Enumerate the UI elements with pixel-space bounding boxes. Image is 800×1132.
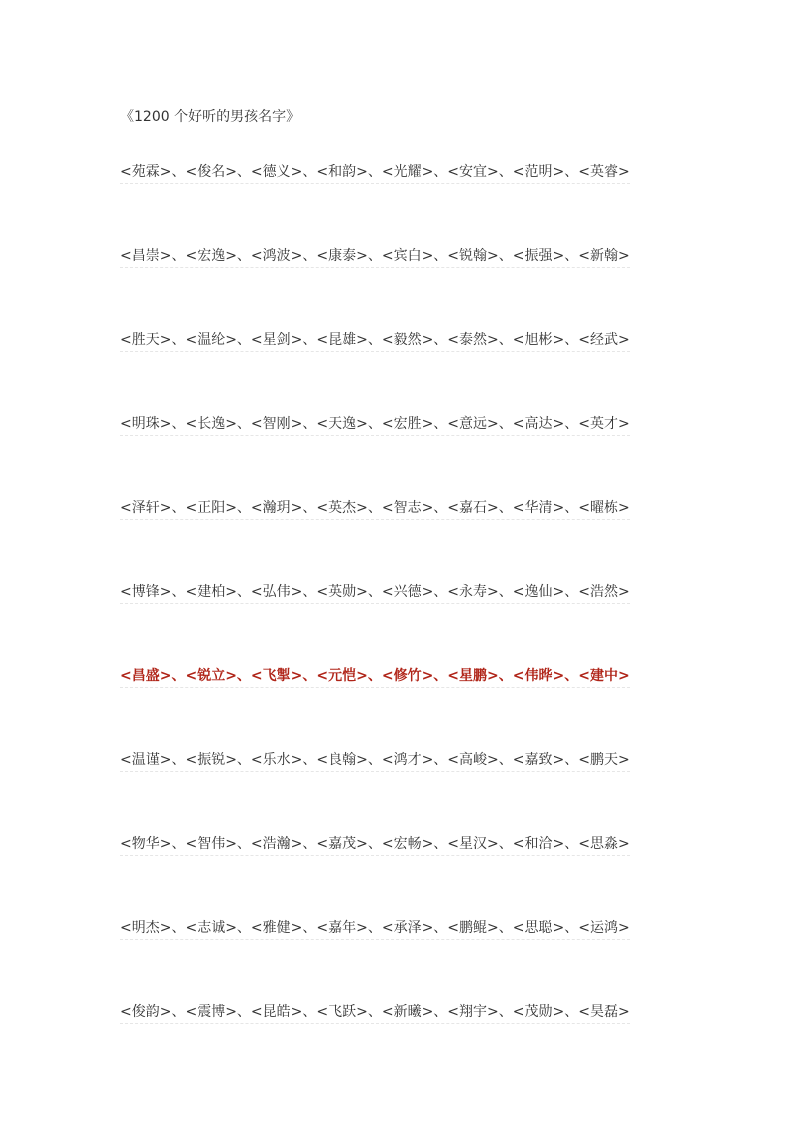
name-line-2: <昌崇>、<宏逸>、<鸿波>、<康泰>、<宾白>、<锐翰>、<振强>、<新翰> [120,246,630,268]
name-line-9: <物华>、<智伟>、<浩瀚>、<嘉茂>、<宏畅>、<星汉>、<和洽>、<思淼> [120,834,630,856]
name-line-6: <博锋>、<建柏>、<弘伟>、<英勋>、<兴德>、<永寿>、<逸仙>、<浩然> [120,582,630,604]
document-title: 《1200 个好听的男孩名字》 [120,109,301,125]
name-line-8: <温谨>、<振锐>、<乐水>、<良翰>、<鸿才>、<高峻>、<嘉致>、<鹏天> [120,750,630,772]
name-line-5: <泽轩>、<正阳>、<瀚玥>、<英杰>、<智志>、<嘉石>、<华清>、<曜栋> [120,498,630,520]
name-line-7-highlighted: <昌盛>、<锐立>、<飞掣>、<元恺>、<修竹>、<星鹏>、<伟晔>、<建中> [120,666,630,688]
name-line-10: <明杰>、<志诚>、<雅健>、<嘉年>、<承泽>、<鹏鲲>、<思聪>、<运鸿> [120,918,630,940]
name-line-1: <苑霖>、<俊名>、<德义>、<和韵>、<光耀>、<安宜>、<范明>、<英睿> [120,162,630,184]
name-line-4: <明珠>、<长逸>、<智刚>、<天逸>、<宏胜>、<意远>、<高达>、<英才> [120,414,630,436]
name-line-11: <俊韵>、<震博>、<昆皓>、<飞跃>、<新曦>、<翔宇>、<茂勋>、<昊磊> [120,1002,630,1024]
name-line-3: <胜天>、<温纶>、<星剑>、<昆雄>、<毅然>、<泰然>、<旭彬>、<经武> [120,330,630,352]
